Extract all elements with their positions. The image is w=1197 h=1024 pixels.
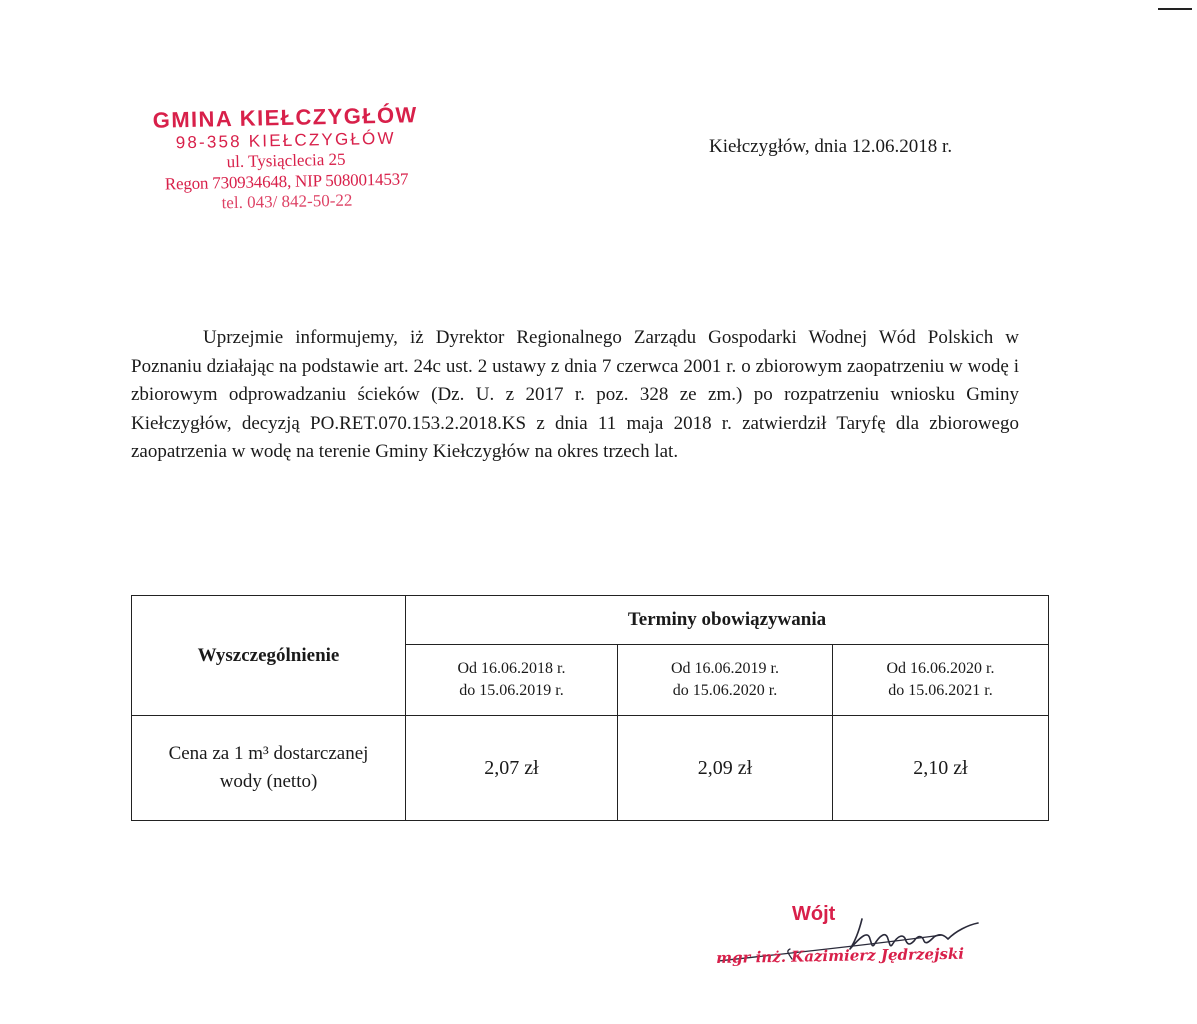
period-cell bbox=[618, 645, 833, 716]
period-cell bbox=[406, 645, 618, 716]
period-header: Terminy obowiązywania bbox=[406, 596, 1049, 645]
corner-mark bbox=[1158, 8, 1192, 10]
price-cell: 2,09 zł bbox=[618, 716, 833, 821]
stamp-line-2: 98-358 KIEŁCZYGŁÓW bbox=[175, 128, 396, 153]
period-from: Od 16.06.2018 r. bbox=[457, 660, 566, 677]
stamp-line-5: tel. 043/ 842-50-22 bbox=[221, 190, 353, 213]
tariff-table bbox=[131, 595, 1049, 821]
stamp-line-1: GMINA KIEŁCZYGŁÓW bbox=[152, 102, 418, 133]
price-cell: 2,07 zł bbox=[406, 716, 618, 821]
signatory-title: Wójt bbox=[792, 903, 836, 925]
period-to: do 15.06.2019 r. bbox=[459, 682, 564, 699]
period-cell bbox=[833, 645, 1049, 716]
row-label-line-1: Cena za 1 m³ dostarczanej bbox=[168, 743, 369, 764]
period-to: do 15.06.2020 r. bbox=[672, 682, 778, 699]
price-cell: 2,10 zł bbox=[833, 716, 1049, 821]
table-header-row bbox=[132, 596, 1049, 645]
spec-header: Wyszczególnienie bbox=[132, 596, 406, 716]
stamp-line-3: ul. Tysiąclecia 25 bbox=[226, 149, 346, 172]
table-row bbox=[132, 716, 1049, 821]
period-to: do 15.06.2021 r. bbox=[888, 682, 993, 699]
row-label bbox=[132, 716, 406, 821]
place-date: Kiełczygłów, dnia 12.06.2018 r. bbox=[709, 136, 953, 157]
period-from: Od 16.06.2019 r. bbox=[671, 660, 779, 677]
body-paragraph: Uprzejmie informujemy, iż Dyrektor Regionalnego Zarządu Gospodarki Wodnej Wód Polskich w Poznaniu działając na podstawie art. 24c ust. 2 ustawy z dnia 7 czerwca 2001 r. o zbiorowym zaopatrzeniu w wodę i zbiorowym odprowadzaniu ścieków (Dz. U. z 2017 r. poz. 328 ze zm.) po rozpatrzeniu wniosku Gminy Kiełczygłów, decyzją PO.RET.070.153.2.2018.KS z dnia 11 maja 2018 r. zatwierdził Taryfę dla zbiorowego zaopatrzenia w wodę na terenie Gminy Kiełczygłów na okres trzech lat. bbox=[131, 327, 1019, 462]
period-from: Od 16.06.2020 r. bbox=[886, 660, 995, 677]
row-label-line-2: wody (netto) bbox=[219, 771, 318, 792]
signatory-name: mgr inż. Kazimierz Jędrzejski bbox=[716, 944, 965, 967]
official-stamp bbox=[140, 102, 432, 215]
stamp-line-4: Regon 730934648, NIP 5080014537 bbox=[164, 169, 409, 194]
